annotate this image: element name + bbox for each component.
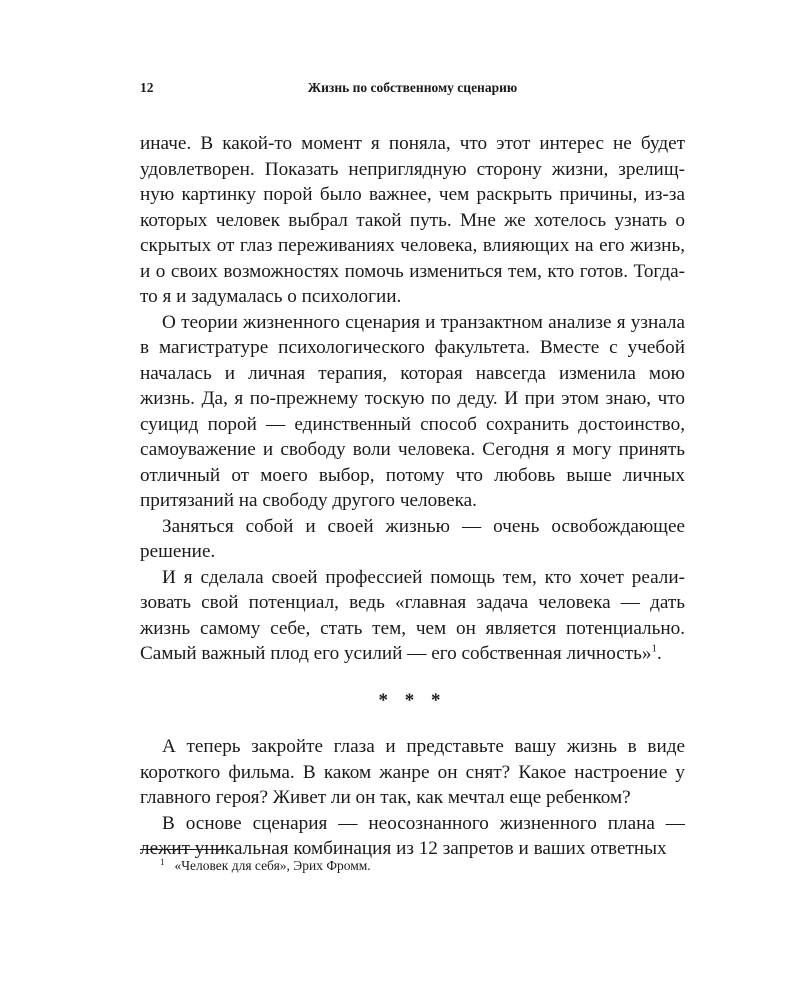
paragraph-3: Заняться собой и своей жизнью — очень освобождающее решение. <box>140 515 685 562</box>
body-text <box>140 131 685 862</box>
paragraph-4-text: И я сделала своей профессией помощь тем, кто хочет реализовать свой потенциал, ведь «главная задача человека — дать жизнь самому себе, стать тем, чем он является потенциально. Самый важный плод его усилий — его собственная личность» <box>140 566 685 664</box>
paragraph-2: О теории жизненного сценария и транзактном анализе я узнала в магистратуре психологического факультета. Вместе с учебой началась и личная терапия, которая навсегда изменила мою жизнь. Да, я по-прежнему тоскую по деду. И при этом знаю, что суицид порой — единственный способ сохранить достоинство, самоуважение и свободу воли человека. Сегодня я могу принять отличный от моего выбор, потому что любовь выше личных притязаний на свободу другого человека. <box>140 311 685 511</box>
footnote-text: «Человек для себя», Эрих Фромм. <box>174 858 371 873</box>
paragraph-6: В основе сценария — неосознанного жизненного плана — лежит уникальная комбинация из 12 запретов и ваших ответных <box>140 812 685 859</box>
section-separator: * * * <box>378 689 447 711</box>
footnote-divider <box>140 849 225 850</box>
paragraph-5: А теперь закройте глаза и представьте вашу жизнь в виде короткого фильма. В каком жанре он снят? Какое настроение у главного героя? Живет ли он так, как мечтал еще ребенком? <box>140 736 685 808</box>
footnote <box>160 857 685 875</box>
footnote-mark: 1 <box>160 856 165 867</box>
running-head <box>140 80 685 98</box>
paragraph-4 <box>140 565 685 667</box>
paragraph-1: иначе. В какой-то момент я поняла, что этот интерес не будет удовлетворен. Показать неприглядную сторону жизни, зрелищную картинку порой было важнее, чем раскрыть причины, из-за которых человек выбрал такой путь. Мне же хотелось узнать о скрытых от глаз переживаниях человека, влияющих на его жизнь, и о своих возможностях помочь измениться тем, кто готов. Тогда-то я и задумалась о психологии. <box>140 133 685 307</box>
paragraph-4-period: . <box>657 643 662 664</box>
page-number: 12 <box>140 80 154 95</box>
footnote-reference[interactable]: 1 <box>651 642 658 655</box>
running-title: Жизнь по собственному сценарию <box>307 80 518 95</box>
